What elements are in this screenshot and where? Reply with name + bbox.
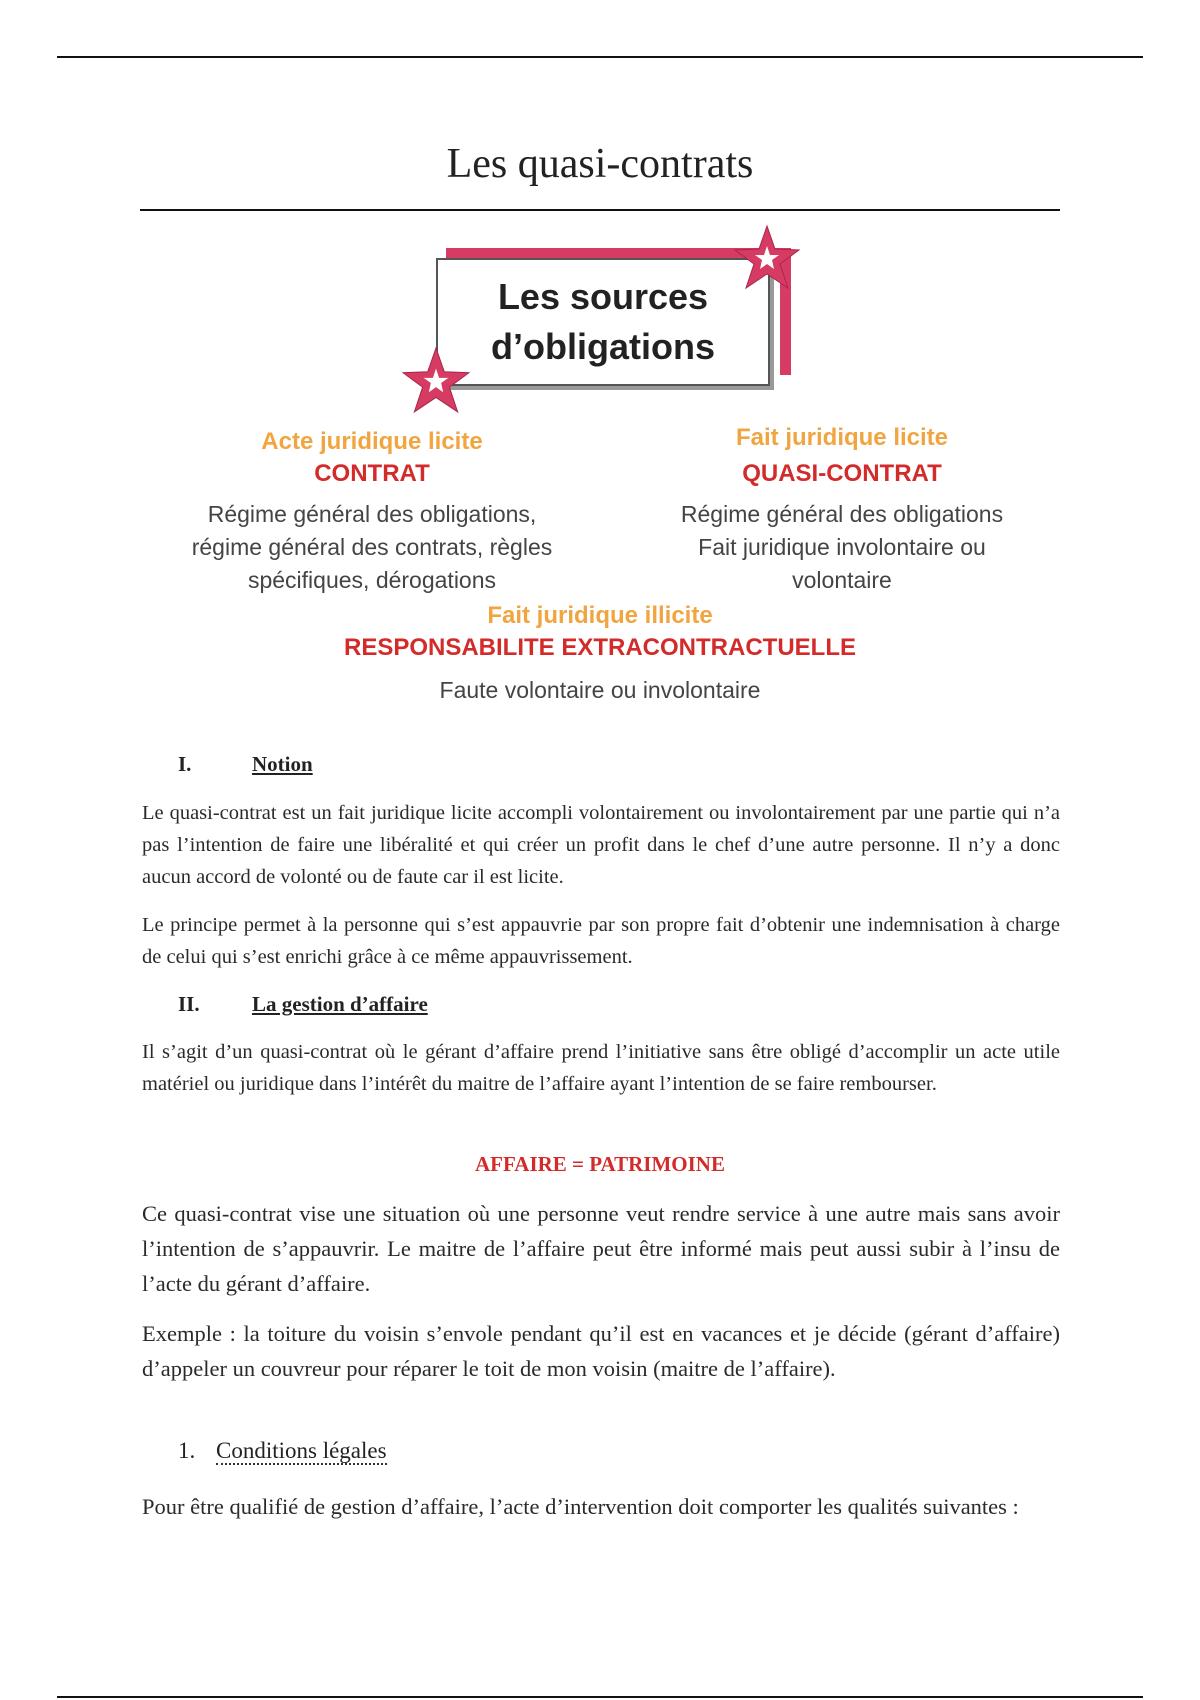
subsection-title: Conditions légales [216, 1438, 387, 1463]
paragraph-notion-2: Le principe permet à la personne qui s’est appauvrie par son propre fait d’obtenir une indemnisation à charge de celui qui s’est enrichi grâce à ce même appauvrissement. [142, 914, 1060, 968]
right-category: Fait juridique licite [735, 424, 949, 451]
left-description [152, 498, 592, 597]
section-title: La gestion d’affaire [252, 992, 428, 1016]
left-line: régime général des contrats, règles [191, 534, 553, 560]
right-line: volontaire [792, 567, 892, 593]
left-category: Acte juridique licite [261, 428, 483, 455]
section-heading-notion [178, 752, 313, 777]
left-line: spécifiques, dérogations [247, 567, 497, 593]
top-rule [57, 56, 1143, 58]
right-line: Fait juridique involontaire ou [698, 534, 986, 560]
star-icon [400, 346, 472, 418]
right-name: QUASI-CONTRAT [742, 460, 942, 487]
section-title: Notion [252, 752, 313, 776]
paragraph-example: Exemple : la toiture du voisin s’envole pendant qu’il est en vacances et je décide (gérant d’affaire) d’appeler un couvreur pour réparer le toit de mon voisin (maitre de l’affaire). [142, 1321, 1060, 1381]
star-icon [732, 224, 802, 294]
section-number: II. [178, 992, 200, 1016]
paragraph-gestion-2: Ce quasi-contrat vise une situation où une personne veut rendre service à une autre mais sans avoir l’intention de s’appauvrir. Le maitre de l’affaire peut être informé mais peut aussi subir à l’insu de l’acte du gérant d’affaire. [142, 1201, 1060, 1296]
diagram-title-box [436, 258, 770, 386]
left-line: Régime général des obligations, [207, 501, 537, 527]
section-heading-gestion [178, 992, 428, 1017]
paragraph-conditions: Pour être qualifié de gestion d’affaire, l’acte d’intervention doit comporter les qualités suivantes : [142, 1494, 1019, 1519]
highlight-equation: AFFAIRE = PATRIMOINE [475, 1152, 725, 1176]
right-description [642, 498, 1042, 597]
sources-diagram [0, 220, 1200, 720]
subsection-number: 1. [178, 1438, 196, 1463]
left-name: CONTRAT [314, 460, 430, 487]
paragraph-notion-1: Le quasi-contrat est un fait juridique licite accompli volontairement ou involontairement par une partie qui n’a pas l’intention de faire une libéralité et qui créer un profit dans le chef d’une autre personne. Il n’y a donc aucun accord de volonté ou de faute car il est licite. [142, 802, 1060, 888]
subsection-heading-conditions [178, 1438, 387, 1464]
bottom-name: RESPONSABILITE EXTRACONTRACTUELLE [343, 634, 856, 661]
right-line: Régime général des obligations [680, 501, 1004, 527]
bottom-rule [57, 1696, 1143, 1698]
bottom-description: Faute volontaire ou involontaire [439, 677, 761, 703]
section-number: I. [178, 752, 192, 776]
bottom-category: Fait juridique illicite [487, 602, 713, 629]
box-title-line1: Les sources [497, 276, 709, 317]
page-title: Les quasi-contrats [446, 141, 754, 187]
title-rule [140, 209, 1060, 211]
paragraph-gestion-1: Il s’agit d’un quasi-contrat où le gérant d’affaire prend l’initiative sans être obligé d’accomplir un acte utile matériel ou juridique dans l’intérêt du maitre de l’affaire ayant l’intention de se faire rembourser. [142, 1041, 1060, 1095]
box-title-line2: d’obligations [491, 326, 715, 367]
